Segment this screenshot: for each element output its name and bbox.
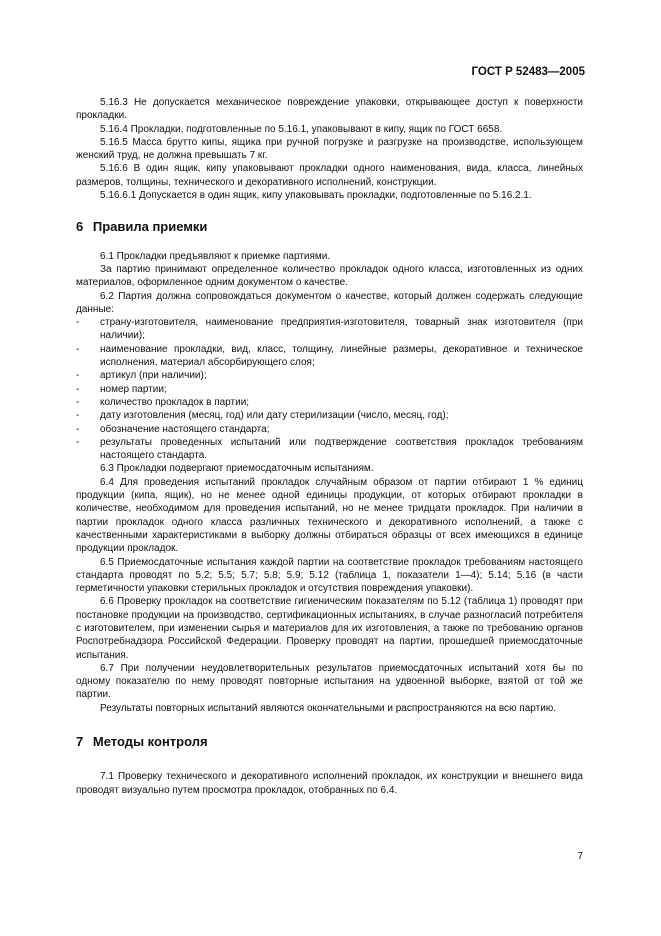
list-item-text: обозначение настоящего стандарта; <box>100 423 270 435</box>
list-dash: - <box>76 436 80 448</box>
list-item-text: дату изготовления (месяц, год) или дату стерилизации (число, месяц, год); <box>100 410 449 422</box>
clause-5-16-3: 5.16.3 Не допускается механическое повреждение упаковки, открывающее доступ к поверхности прокладки. <box>76 97 583 122</box>
clause-6-3: 6.3 Прокладки подвергают приемосдаточным испытаниям. <box>100 463 374 475</box>
clause-5-16-4: 5.16.4 Прокладки, подготовленные по 5.16.1, упаковывают в кипу, ящик по ГОСТ 6658. <box>100 123 503 135</box>
list-item <box>76 369 583 382</box>
list-dash: - <box>76 383 80 395</box>
list-item-text: наименование прокладки, вид, класс, толщину, линейные размеры, декоративное и техническое исполнения, материал абсорбирующего слоя; <box>100 343 583 369</box>
clause-6-1-lot: За партию принимают определенное количество прокладок одного класса, изготовленных из одних материалов, оформленное одним документом о качестве. <box>76 263 583 289</box>
list-item <box>76 343 583 370</box>
list-dash: - <box>76 343 80 355</box>
page-number: 7 <box>577 851 583 862</box>
clause-6-4: 6.4 Для проведения испытаний прокладок случайным образом от партии отбирают 1 % единиц продукции (кипа, ящик), но не менее одной единицы продукции, от которых отбирают прокладки в количестве, необходимом для проведения испытаний, но не менее тридцати прокладок. При наличии в партии прокладок одного класса различных технического и декоративного исполнений, а также с качественными характеристиками в выборку должны отбираться образцы от всех имеющихся в единице продукции прокладок. <box>76 476 583 555</box>
list-item-text: количество прокладок в партии; <box>100 396 250 408</box>
list-item <box>76 409 583 422</box>
page-content <box>76 96 583 797</box>
section-7-number: 7 <box>76 734 84 750</box>
section-7-title: Методы контроля <box>92 734 208 750</box>
clause-6-7: 6.7 При получении неудовлетворительных результатов приемосдаточных испытаний хотя бы по одному показателю по нему проводят повторные испытания на удвоенной выборке, взятой от той же партии. <box>76 662 583 701</box>
clause-5-16-6: 5.16.6 В один ящик, кипу упаковывают прокладки одного наименования, вида, класса, линейных размеров, толщины, технического и декоративного исполнений, конструкции. <box>76 163 583 188</box>
clause-6-6: 6.6 Проверку прокладок на соответствие гигиеническим показателям по 5.12 (таблица 1) проводят при постановке продукции на производство, сертификационных испытаниях, в случае разногласий потребителя с изготовителем, при изменении сырья и материалов для их изготовления, а также по требованию органов Роспотребнадзора Российской Федерации. Проверку проводят на партии, прошедшей приемосдаточные испытания. <box>76 596 583 661</box>
section-6-heading <box>76 220 583 233</box>
list-item <box>76 316 583 343</box>
clause-6-7-results: Результаты повторных испытаний являются окончательными и распространяются на всю партию. <box>100 702 557 714</box>
clause-7-1: 7.1 Проверку технического и декоративного исполнений прокладок, их конструкции и внешнего вида проводят визуально путем просмотра прокладок, отобранных по 6.4. <box>76 771 583 796</box>
clause-6-1: 6.1 Прокладки предъявляют к приемке партиями. <box>100 250 331 262</box>
clause-6-5: 6.5 Приемосдаточные испытания каждой партии на соответствие прокладок требованиям настоящего стандарта проводят по 5.2; 5.5; 5.7; 5.8; 5.9; 5.12 (таблица 1, показатели 1—4); 5.14; 5.16 (в части герметичности упаковки стерильных прокладок и отсутствия повреждения упаковки). <box>76 556 583 595</box>
list-item-text: результаты проведенных испытаний или подтверждение соответствия прокладок требованиям настоящего стандарта. <box>100 436 583 462</box>
list-item <box>76 423 583 436</box>
list-dash: - <box>76 410 80 422</box>
list-dash: - <box>76 370 80 382</box>
list-item <box>76 436 583 463</box>
list-item-text: номер партии; <box>100 383 167 395</box>
clause-5-16-6-1: 5.16.6.1 Допускается в один ящик, кипу упаковывать прокладки, подготовленные по 5.16.2.1. <box>100 190 532 202</box>
clause-5-16-5: 5.16.5 Масса брутто кипы, ящика при ручной погрузке и разгрузке на производстве, использующем женский труд, не должна превышать 7 кг. <box>76 136 583 162</box>
list-dash: - <box>76 317 80 329</box>
section-6-number: 6 <box>76 219 84 235</box>
section-7-heading <box>76 735 583 748</box>
list-item-text: страну-изготовителя, наименование предприятия-изготовителя, товарный знак изготовителя (при наличии); <box>100 317 583 342</box>
list-dash: - <box>76 423 80 435</box>
document-code: ГОСТ Р 52483—2005 <box>471 66 585 78</box>
section-6-title: Правила приемки <box>92 219 208 235</box>
list-item <box>76 383 583 396</box>
clause-6-2: 6.2 Партия должна сопровождаться документом о качестве, который должен содержать следующие данные: <box>76 290 583 315</box>
list-dash: - <box>76 396 80 408</box>
list-item-text: артикул (при наличии); <box>100 370 207 382</box>
list-item <box>76 396 583 409</box>
